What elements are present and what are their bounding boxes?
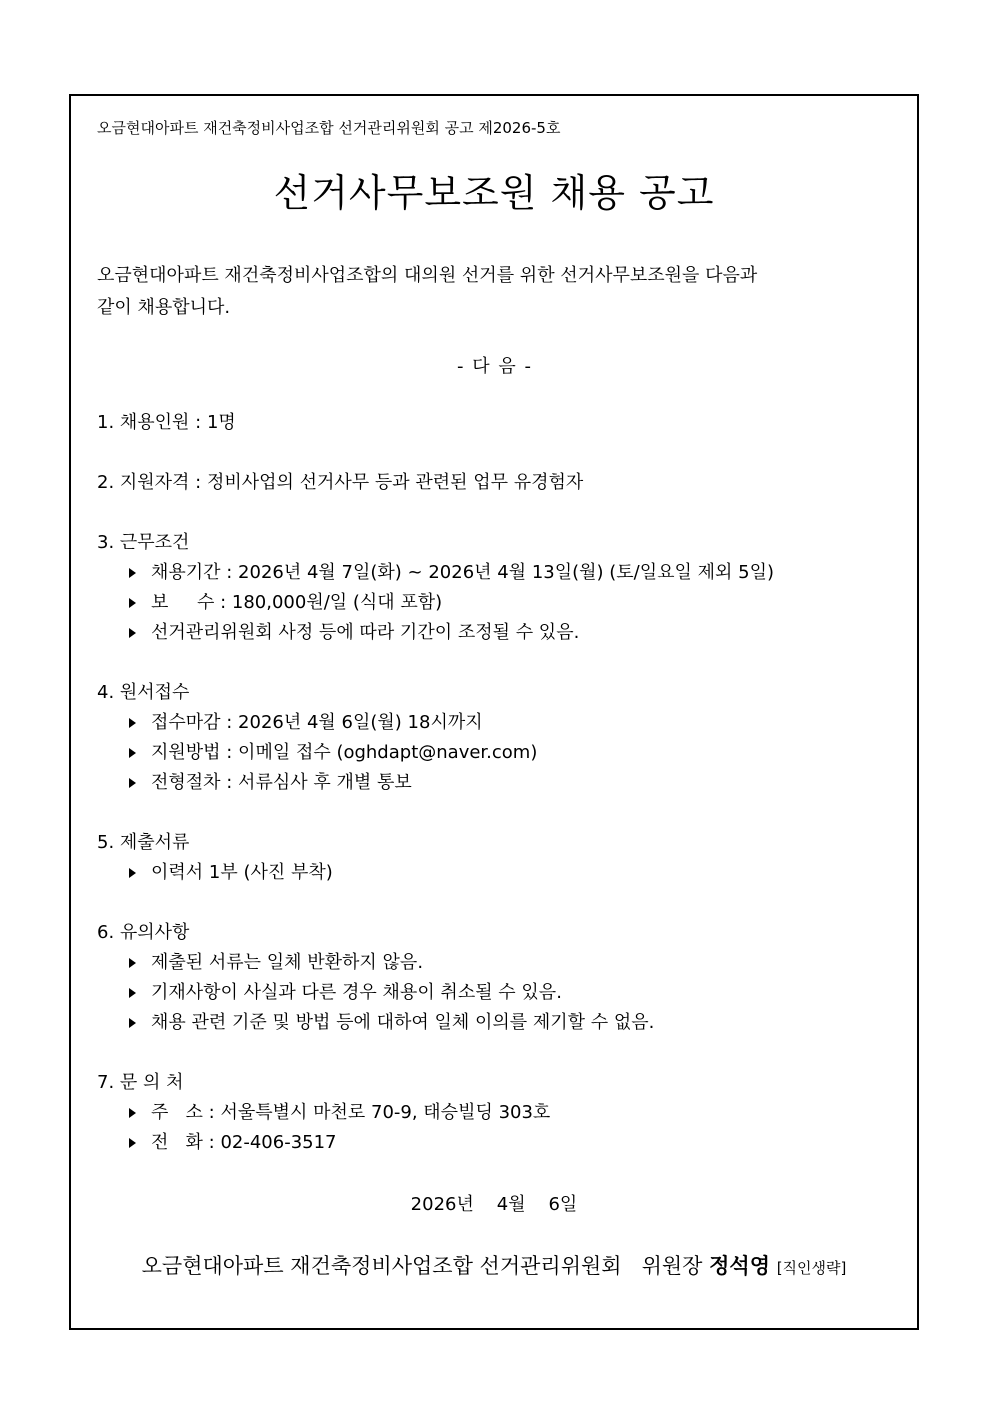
bullet-triangle-icon — [129, 718, 136, 728]
section-headcount — [97, 408, 236, 438]
signature-org: 오금현대아파트 재건축정비사업조합 선거관리위원회 — [141, 1254, 622, 1278]
intro-line: 오금현대아파트 재건축정비사업조합의 대의원 선거를 위한 선거사무보조원을 다음과 — [97, 265, 758, 286]
notice-frame — [69, 94, 919, 1330]
bullet-triangle-icon — [129, 628, 136, 638]
intro-line: 같이 채용합니다. — [97, 297, 231, 318]
signature-name: 정석영 — [709, 1253, 770, 1278]
bullet-triangle-icon — [129, 748, 136, 758]
notice-date: 2026년 4월 6일 — [410, 1194, 578, 1215]
section-heading: 6. 유의사항 — [97, 922, 190, 943]
notice-number: 오금현대아파트 재건축정비사업조합 선거관리위원회 공고 제2026-5호 — [97, 119, 561, 137]
list-item: 접수마감 : 2026년 4월 6일(월) 18시까지 — [97, 708, 537, 738]
bullet-triangle-icon — [129, 1018, 136, 1028]
section-qualification — [97, 468, 583, 498]
bullet-triangle-icon — [129, 988, 136, 998]
bullet-triangle-icon — [129, 868, 136, 878]
list-item: 지원방법 : 이메일 접수 (oghdapt@naver.com) — [97, 738, 537, 768]
list-item: 제출된 서류는 일체 반환하지 않음. — [97, 948, 654, 978]
list-item: 전형절차 : 서류심사 후 개별 통보 — [97, 768, 537, 798]
section-heading: 1. 채용인원 : 1명 — [97, 412, 236, 433]
list-item: 선거관리위원회 사정 등에 따라 기간이 조정될 수 있음. — [97, 618, 774, 648]
bullet-triangle-icon — [129, 958, 136, 968]
section-heading: 4. 원서접수 — [97, 682, 190, 703]
section-heading: 5. 제출서류 — [97, 832, 190, 853]
bullet-triangle-icon — [129, 1138, 136, 1148]
seal-note: [직인생략] — [776, 1259, 847, 1277]
list-item: 채용기간 : 2026년 4월 7일(화) ~ 2026년 4월 13일(월) (토/일요일 제외 5일) — [97, 558, 774, 588]
section-heading: 2. 지원자격 : 정비사업의 선거사무 등과 관련된 업무 유경험자 — [97, 472, 584, 493]
section-work-conditions — [97, 528, 774, 648]
intro-paragraph — [97, 260, 893, 324]
section-documents — [97, 828, 333, 888]
list-item: 이력서 1부 (사진 부착) — [97, 858, 333, 888]
signature-line — [97, 1250, 891, 1280]
section-heading: 3. 근무조건 — [97, 532, 190, 553]
section-application — [97, 678, 537, 798]
list-item: 전 화 : 02-406-3517 — [97, 1128, 550, 1158]
page-title: 선거사무보조원 채용 공고 — [273, 171, 715, 215]
bullet-triangle-icon — [129, 778, 136, 788]
bullet-triangle-icon — [129, 568, 136, 578]
list-item: 주 소 : 서울특별시 마천로 70-9, 태승빌딩 303호 — [97, 1098, 550, 1128]
bullet-triangle-icon — [129, 1108, 136, 1118]
list-item: 보 수 : 180,000원/일 (식대 포함) — [97, 588, 774, 618]
section-contact — [97, 1068, 550, 1158]
list-item: 채용 관련 기준 및 방법 등에 대하여 일체 이의를 제기할 수 없음. — [97, 1008, 654, 1038]
signature-role: 위원장 — [641, 1254, 703, 1278]
section-divider: - 다 음 - — [457, 356, 531, 377]
section-notes — [97, 918, 654, 1038]
list-item: 기재사항이 사실과 다른 경우 채용이 취소될 수 있음. — [97, 978, 654, 1008]
bullet-triangle-icon — [129, 598, 136, 608]
section-heading: 7. 문 의 처 — [97, 1072, 184, 1093]
